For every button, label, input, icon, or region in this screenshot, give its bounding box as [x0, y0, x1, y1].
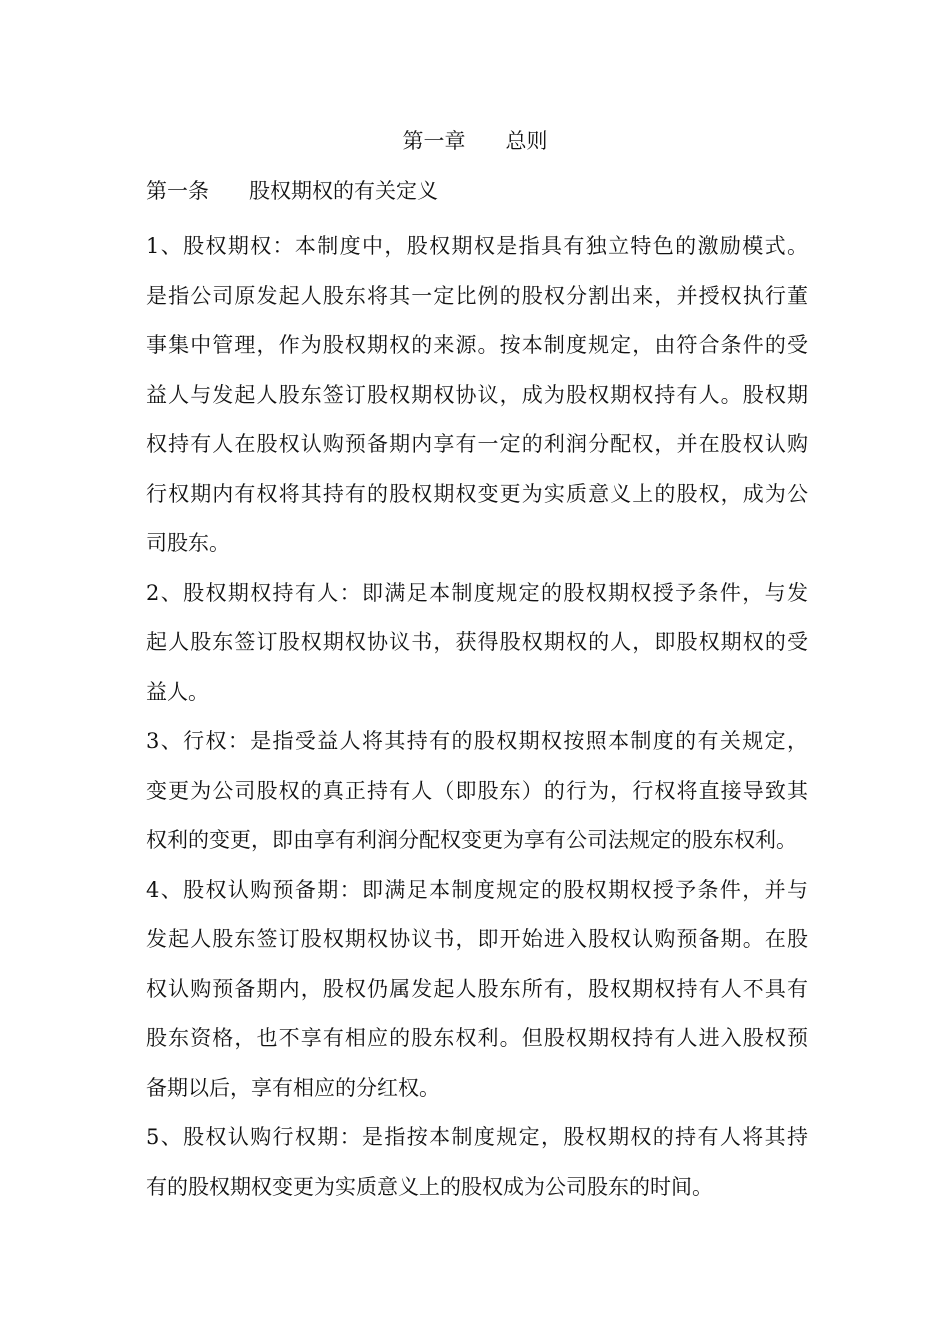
text-line: 5、股权认购行权期：是指按本制度规定，股权期权的持有人将其持 — [146, 1125, 808, 1149]
definition-paragraph-5 — [146, 1113, 808, 1212]
text-line: 权持有人在股权认购预备期内享有一定的利润分配权，并在股权认购 — [146, 432, 808, 456]
text-line: 股东资格，也不享有相应的股东权利。但股权期权持有人进入股权预 — [146, 1026, 808, 1050]
text-line: 益人与发起人股东签订股权期权协议，成为股权期权持有人。股权期 — [146, 382, 808, 407]
text-line: 益人。 — [146, 679, 209, 704]
definition-paragraph-4 — [146, 866, 808, 1114]
text-line: 有的股权期权变更为实质意义上的股权成为公司股东的时间。 — [146, 1174, 713, 1199]
text-line: 是指公司原发起人股东将其一定比例的股权分割出来，并授权执行董 — [146, 283, 808, 308]
text-line: 权认购预备期内，股权仍属发起人股东所有，股权期权持有人不具有 — [146, 976, 808, 1001]
text-line: 备期以后，享有相应的分红权。 — [146, 1075, 440, 1100]
text-line: 事集中管理，作为股权期权的来源。按本制度规定，由符合条件的受 — [146, 333, 808, 357]
text-line: 2、股权期权持有人：即满足本制度规定的股权期权授予条件，与发 — [146, 580, 808, 605]
definition-paragraph-3 — [146, 717, 808, 866]
definition-paragraph-1 — [146, 222, 808, 569]
text-line: 起人股东签订股权期权协议书，获得股权期权的人，即股权期权的受 — [146, 630, 808, 654]
definition-paragraph-2 — [146, 569, 808, 718]
text-line: 1、股权期权：本制度中，股权期权是指具有独立特色的激励模式。 — [146, 234, 808, 258]
text-line: 权利的变更，即由享有利润分配权变更为享有公司法规定的股东权利。 — [146, 828, 797, 852]
text-line: 行权期内有权将其持有的股权期权变更为实质意义上的股权，成为公 — [146, 481, 808, 506]
text-line: 司股东。 — [146, 531, 230, 555]
text-line: 3、行权：是指受益人将其持有的股权期权按照本制度的有关规定， — [146, 729, 808, 753]
text-line: 4、股权认购预备期：即满足本制度规定的股权期权授予条件，并与 — [146, 877, 808, 902]
document-body — [146, 222, 808, 1212]
article-heading: 第一条 股权期权的有关定义 — [146, 179, 439, 203]
text-line: 发起人股东签订股权期权协议书，即开始进入股权认购预备期。在股 — [146, 927, 808, 951]
chapter-title: 第一章 总则 — [402, 129, 548, 153]
text-line: 变更为公司股权的真正持有人（即股东）的行为，行权将直接导致其 — [146, 778, 808, 803]
